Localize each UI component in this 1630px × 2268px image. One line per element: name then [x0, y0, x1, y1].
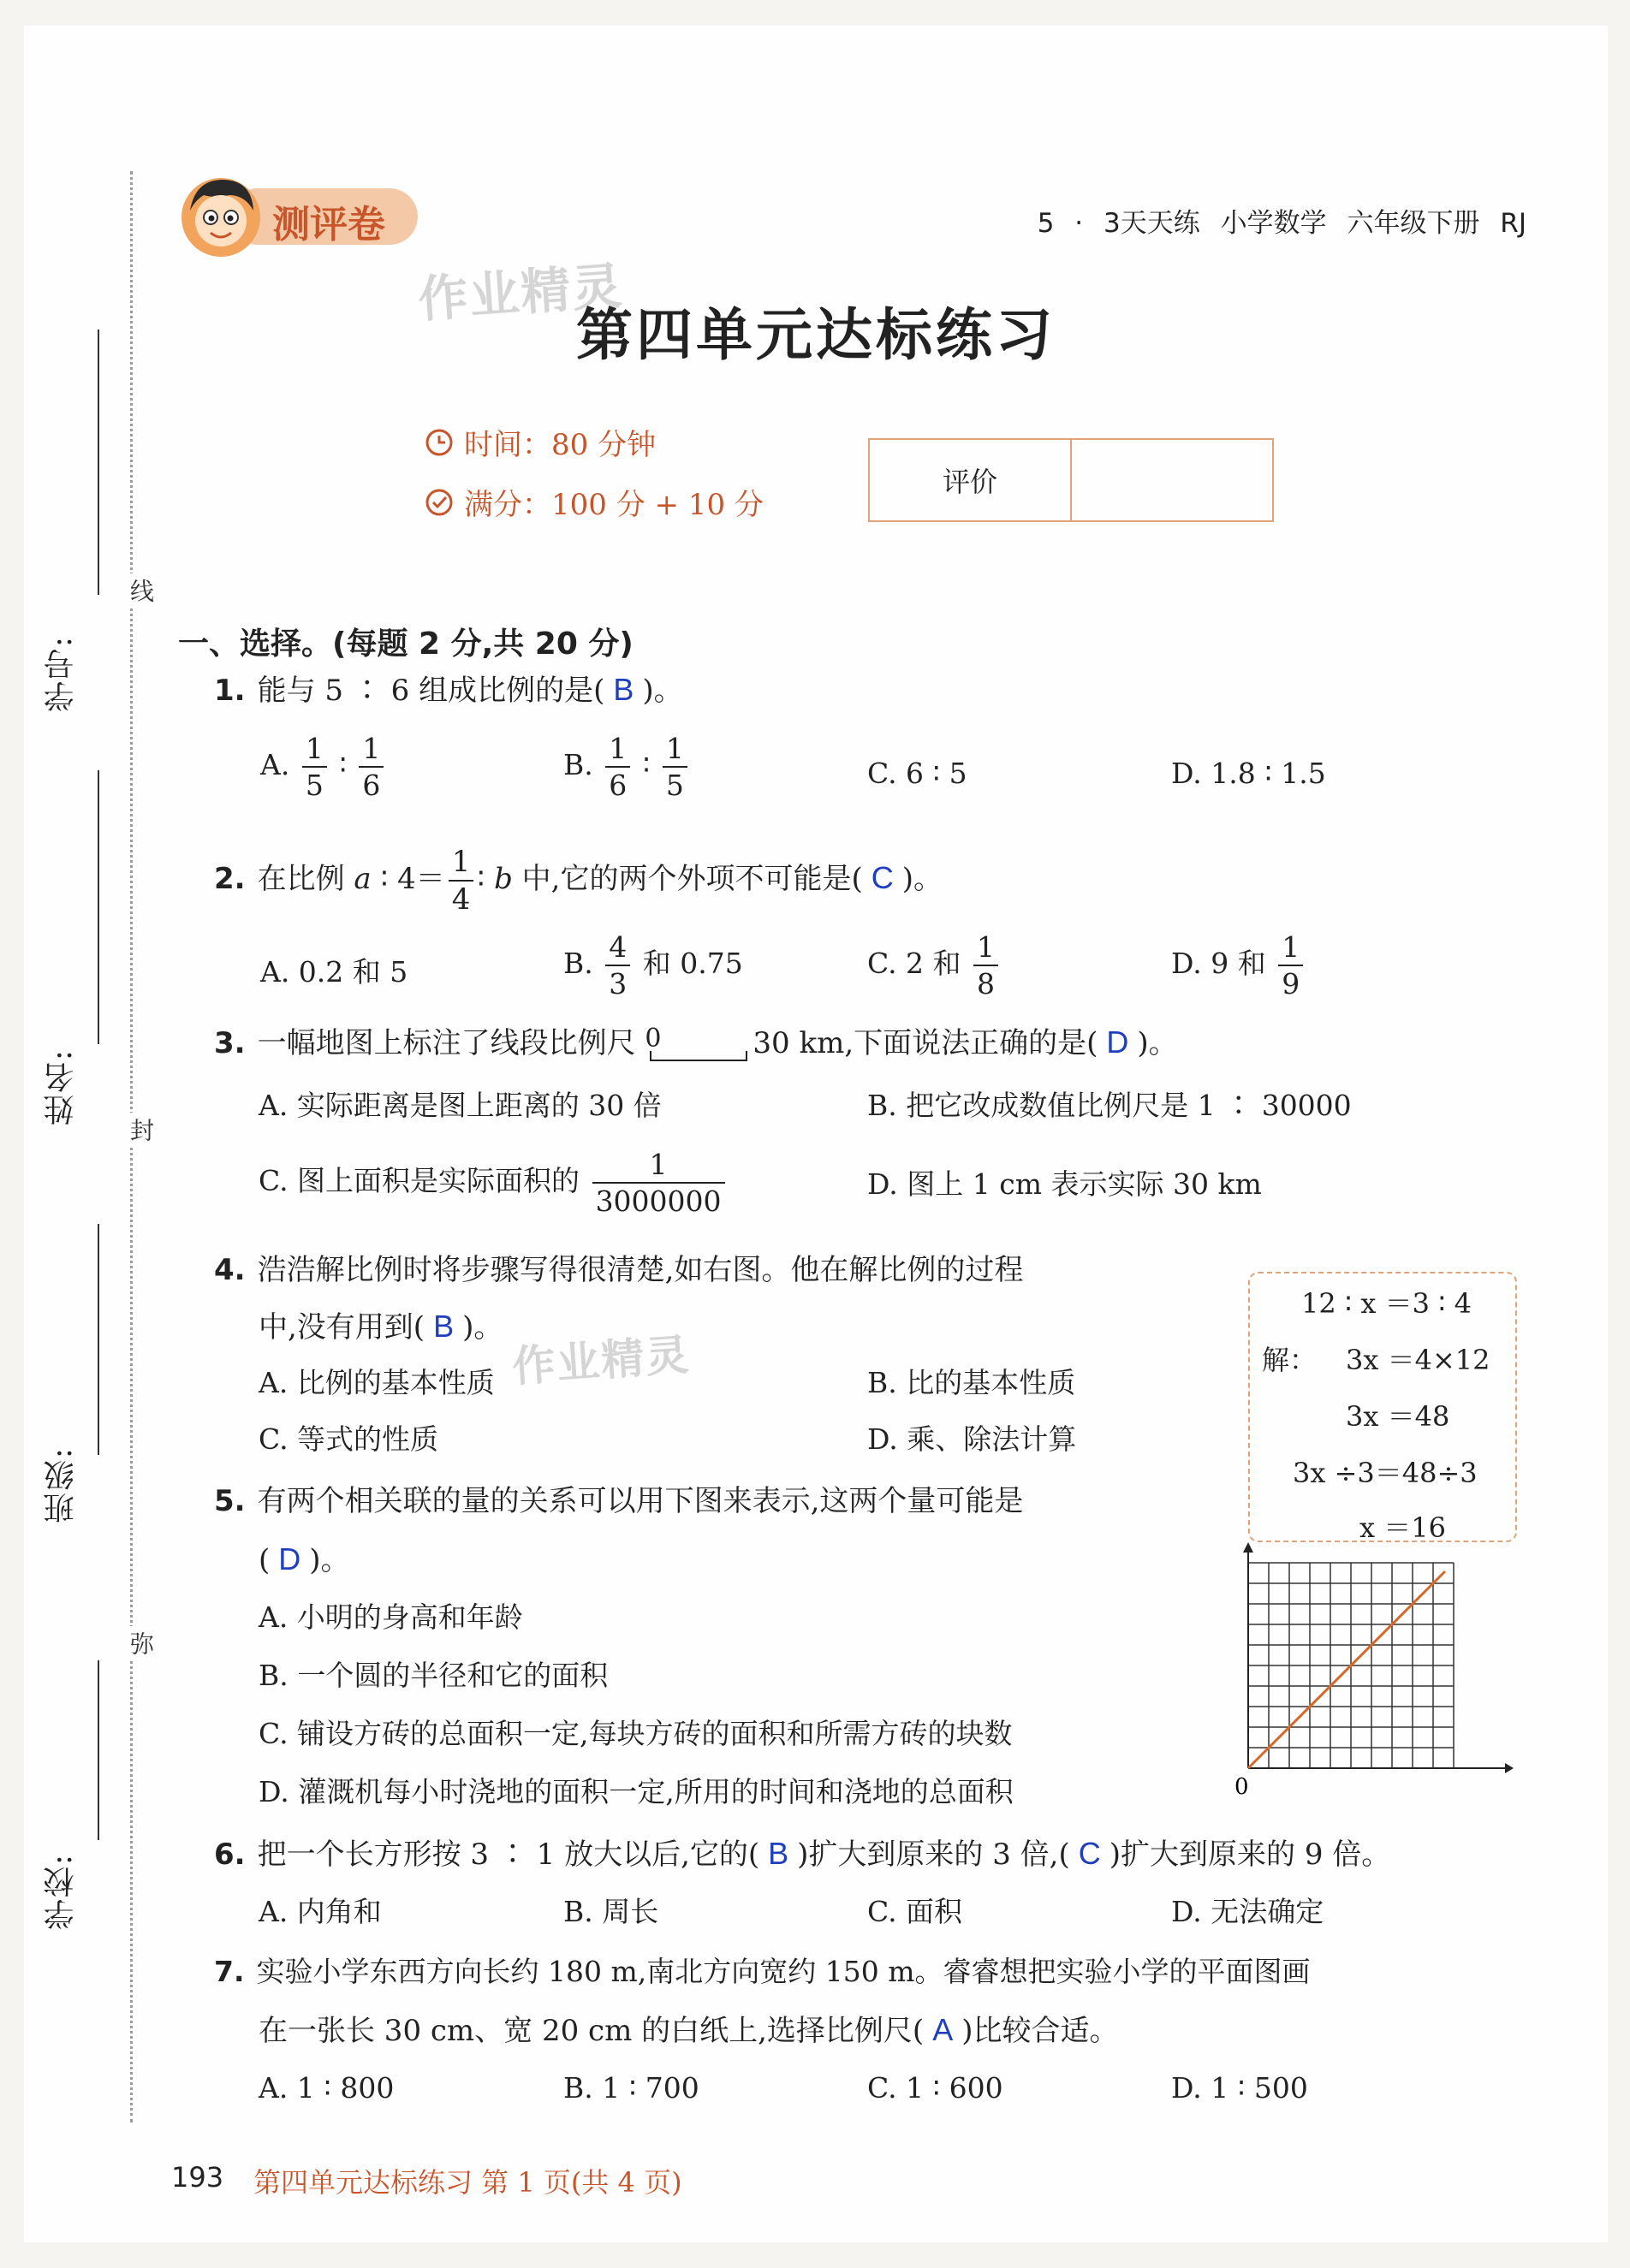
q7-option-a: A. 1 ∶ 800 [259, 2071, 395, 2105]
q7-option-c: C. 1 ∶ 600 [867, 2071, 1003, 2105]
question-7: 7. 实验小学东西方向长约 180 m,南北方向宽约 150 m。睿睿想把实验小学的平面图画 [214, 1955, 1311, 1988]
evaluation-box [868, 438, 1274, 522]
question-5-line2: ( D )。 [259, 1541, 350, 1577]
cartoon-boy-icon [178, 173, 264, 258]
q2-option-b: B. $\frac{4}{3}$ 和 0.75 [563, 930, 743, 1000]
name-line [98, 770, 99, 1044]
q3-option-c: C. 图上面积是实际面积的 $\frac{1}{3000000}$ [259, 1150, 729, 1215]
score-text: 满分：100 分 + 10 分 [464, 488, 764, 522]
q4-option-d: D. 乘、除法计算 [867, 1422, 1077, 1456]
name-label: 姓名: [44, 1048, 79, 1126]
graph-line [1248, 1571, 1445, 1768]
class-label: 班级: [44, 1446, 79, 1524]
q2-option-c: C. 2 和 $\frac{1}{8}$ [867, 933, 1002, 998]
page-title: 第四单元达标练习 [576, 301, 1056, 368]
question-4: 4. 浩浩解比例时将步骤写得很清楚,如右图。他在解比例的过程 [214, 1253, 1024, 1287]
solution-step-1: 12 ∶ x ＝3 ∶ 4 [1301, 1287, 1472, 1320]
q5-option-b: B. 一个圆的半径和它的面积 [259, 1659, 609, 1692]
q7-option-b: B. 1 ∶ 700 [563, 2071, 699, 2105]
graph-origin-label: 0 [1234, 1774, 1249, 1800]
tear-mark-seal: 封 [123, 1113, 158, 1147]
q4-option-b: B. 比的基本性质 [867, 1366, 1076, 1399]
q6-option-c: C. 面积 [867, 1895, 963, 1928]
q4-option-c: C. 等式的性质 [259, 1422, 439, 1456]
q1-option-a: A. $\frac{1}{5}$ ∶ $\frac{1}{6}$ [260, 734, 387, 799]
scale-bar: 0 [645, 1022, 773, 1063]
solution-label: 解： [1262, 1344, 1318, 1376]
school-line [98, 1660, 99, 1840]
q1-option-b: B. $\frac{1}{6}$ ∶ $\frac{1}{5}$ [563, 734, 691, 799]
answer-1: B [613, 672, 634, 707]
test-badge [178, 173, 426, 258]
question-2: 2. 在比例 a ∶ 4＝ $\frac{1}{4}$ ∶ b 中,它的两个外项不可能是( C )。 [214, 845, 943, 917]
q2-option-a: A. 0.2 和 5 [260, 955, 408, 989]
watermark: 作业精灵 [416, 256, 626, 330]
question-7-line2: 在一张长 30 cm、宽 20 cm 的白纸上,选择比例尺( A )比较合适。 [259, 2012, 1119, 2048]
answer-6b: C [1078, 1836, 1101, 1871]
time-text: 时间：80 分钟 [464, 428, 657, 462]
evaluation-label: 评价 [870, 440, 1072, 520]
student-id-label: 学号: [44, 635, 79, 713]
evaluation-value[interactable] [1072, 440, 1272, 520]
tear-mark-bind: 弥 [123, 1626, 158, 1660]
score-row [425, 481, 764, 523]
badge-label: 测评卷 [272, 203, 385, 246]
checkmark-circle-icon [425, 488, 454, 517]
q5-option-d: D. 灌溉机每小时浇地的面积一定,所用的时间和浇地的总面积 [259, 1775, 1014, 1808]
q5-option-a: A. 小明的身高和年龄 [259, 1600, 523, 1634]
worksheet-page [24, 26, 1608, 2242]
answer-2: C [871, 860, 894, 895]
q4-option-a: A. 比例的基本性质 [259, 1366, 495, 1399]
tear-mark-line: 线 [123, 573, 158, 608]
answer-3: D [1106, 1024, 1129, 1060]
answer-4: B [433, 1309, 455, 1344]
question-5: 5. 有两个相关联的量的关系可以用下图来表示,这两个量可能是 [214, 1484, 1024, 1518]
question-3: 3. 一幅地图上标注了线段比例尺 0 30 km,下面说法正确的是( D )。 [214, 1022, 1178, 1064]
q3-option-a: A. 实际距离是图上距离的 30 倍 [259, 1089, 662, 1122]
page-number: 193 [171, 2161, 224, 2194]
q5-option-c: C. 铺设方砖的总面积一定,每块方砖的面积和所需方砖的块数 [259, 1717, 1013, 1750]
q3-option-b: B. 把它改成数值比例尺是 1 ∶ 30000 [867, 1089, 1352, 1122]
school-label: 学校: [44, 1853, 79, 1931]
clock-icon [425, 428, 454, 457]
q1-option-d: D. 1.8 ∶ 1.5 [1171, 757, 1326, 790]
class-line [98, 1224, 99, 1455]
answer-6a: B [768, 1836, 789, 1871]
q6-option-d: D. 无法确定 [1171, 1895, 1324, 1928]
question-4-line2: 中,没有用到( B )。 [259, 1309, 503, 1345]
question-1: 1. 能与 5 ∶ 6 组成比例的是( B )。 [214, 672, 683, 708]
solution-step-5: x ＝16 [1359, 1511, 1446, 1544]
q3-option-d: D. 图上 1 cm 表示实际 30 km [867, 1167, 1262, 1201]
binding-dotted-line [130, 171, 133, 2123]
q6-option-b: B. 周长 [563, 1895, 659, 1928]
q1-option-c: C. 6 ∶ 5 [867, 757, 967, 790]
solution-step-3: 3x ＝48 [1346, 1400, 1450, 1433]
solution-step-4: 3x ÷3＝48÷3 [1293, 1457, 1478, 1489]
solution-box [1248, 1272, 1517, 1542]
q7-option-d: D. 1 ∶ 500 [1171, 2071, 1308, 2105]
answer-7: A [932, 2012, 954, 2047]
q2-option-d: D. 9 和 $\frac{1}{9}$ [1171, 933, 1306, 998]
watermark-2: 作业精灵 [510, 1329, 693, 1392]
proportion-graph [1222, 1541, 1514, 1806]
footer-label: 第四单元达标练习 第 1 页(共 4 页) [253, 2166, 682, 2199]
time-row [425, 421, 656, 463]
question-6: 6. 把一个长方形按 3 ∶ 1 放大以后,它的( B )扩大到原来的 3 倍,( C )扩大到原来的 9 倍。 [214, 1836, 1391, 1872]
q6-option-a: A. 内角和 [259, 1895, 382, 1928]
solution-step-2: 3x ＝4×12 [1346, 1344, 1490, 1376]
book-info: 5 · 3天天练 小学数学 六年级下册 RJ [1037, 208, 1526, 239]
answer-5: D [278, 1541, 301, 1576]
section-heading: 一、选择。(每题 2 分,共 20 分) [178, 626, 634, 662]
